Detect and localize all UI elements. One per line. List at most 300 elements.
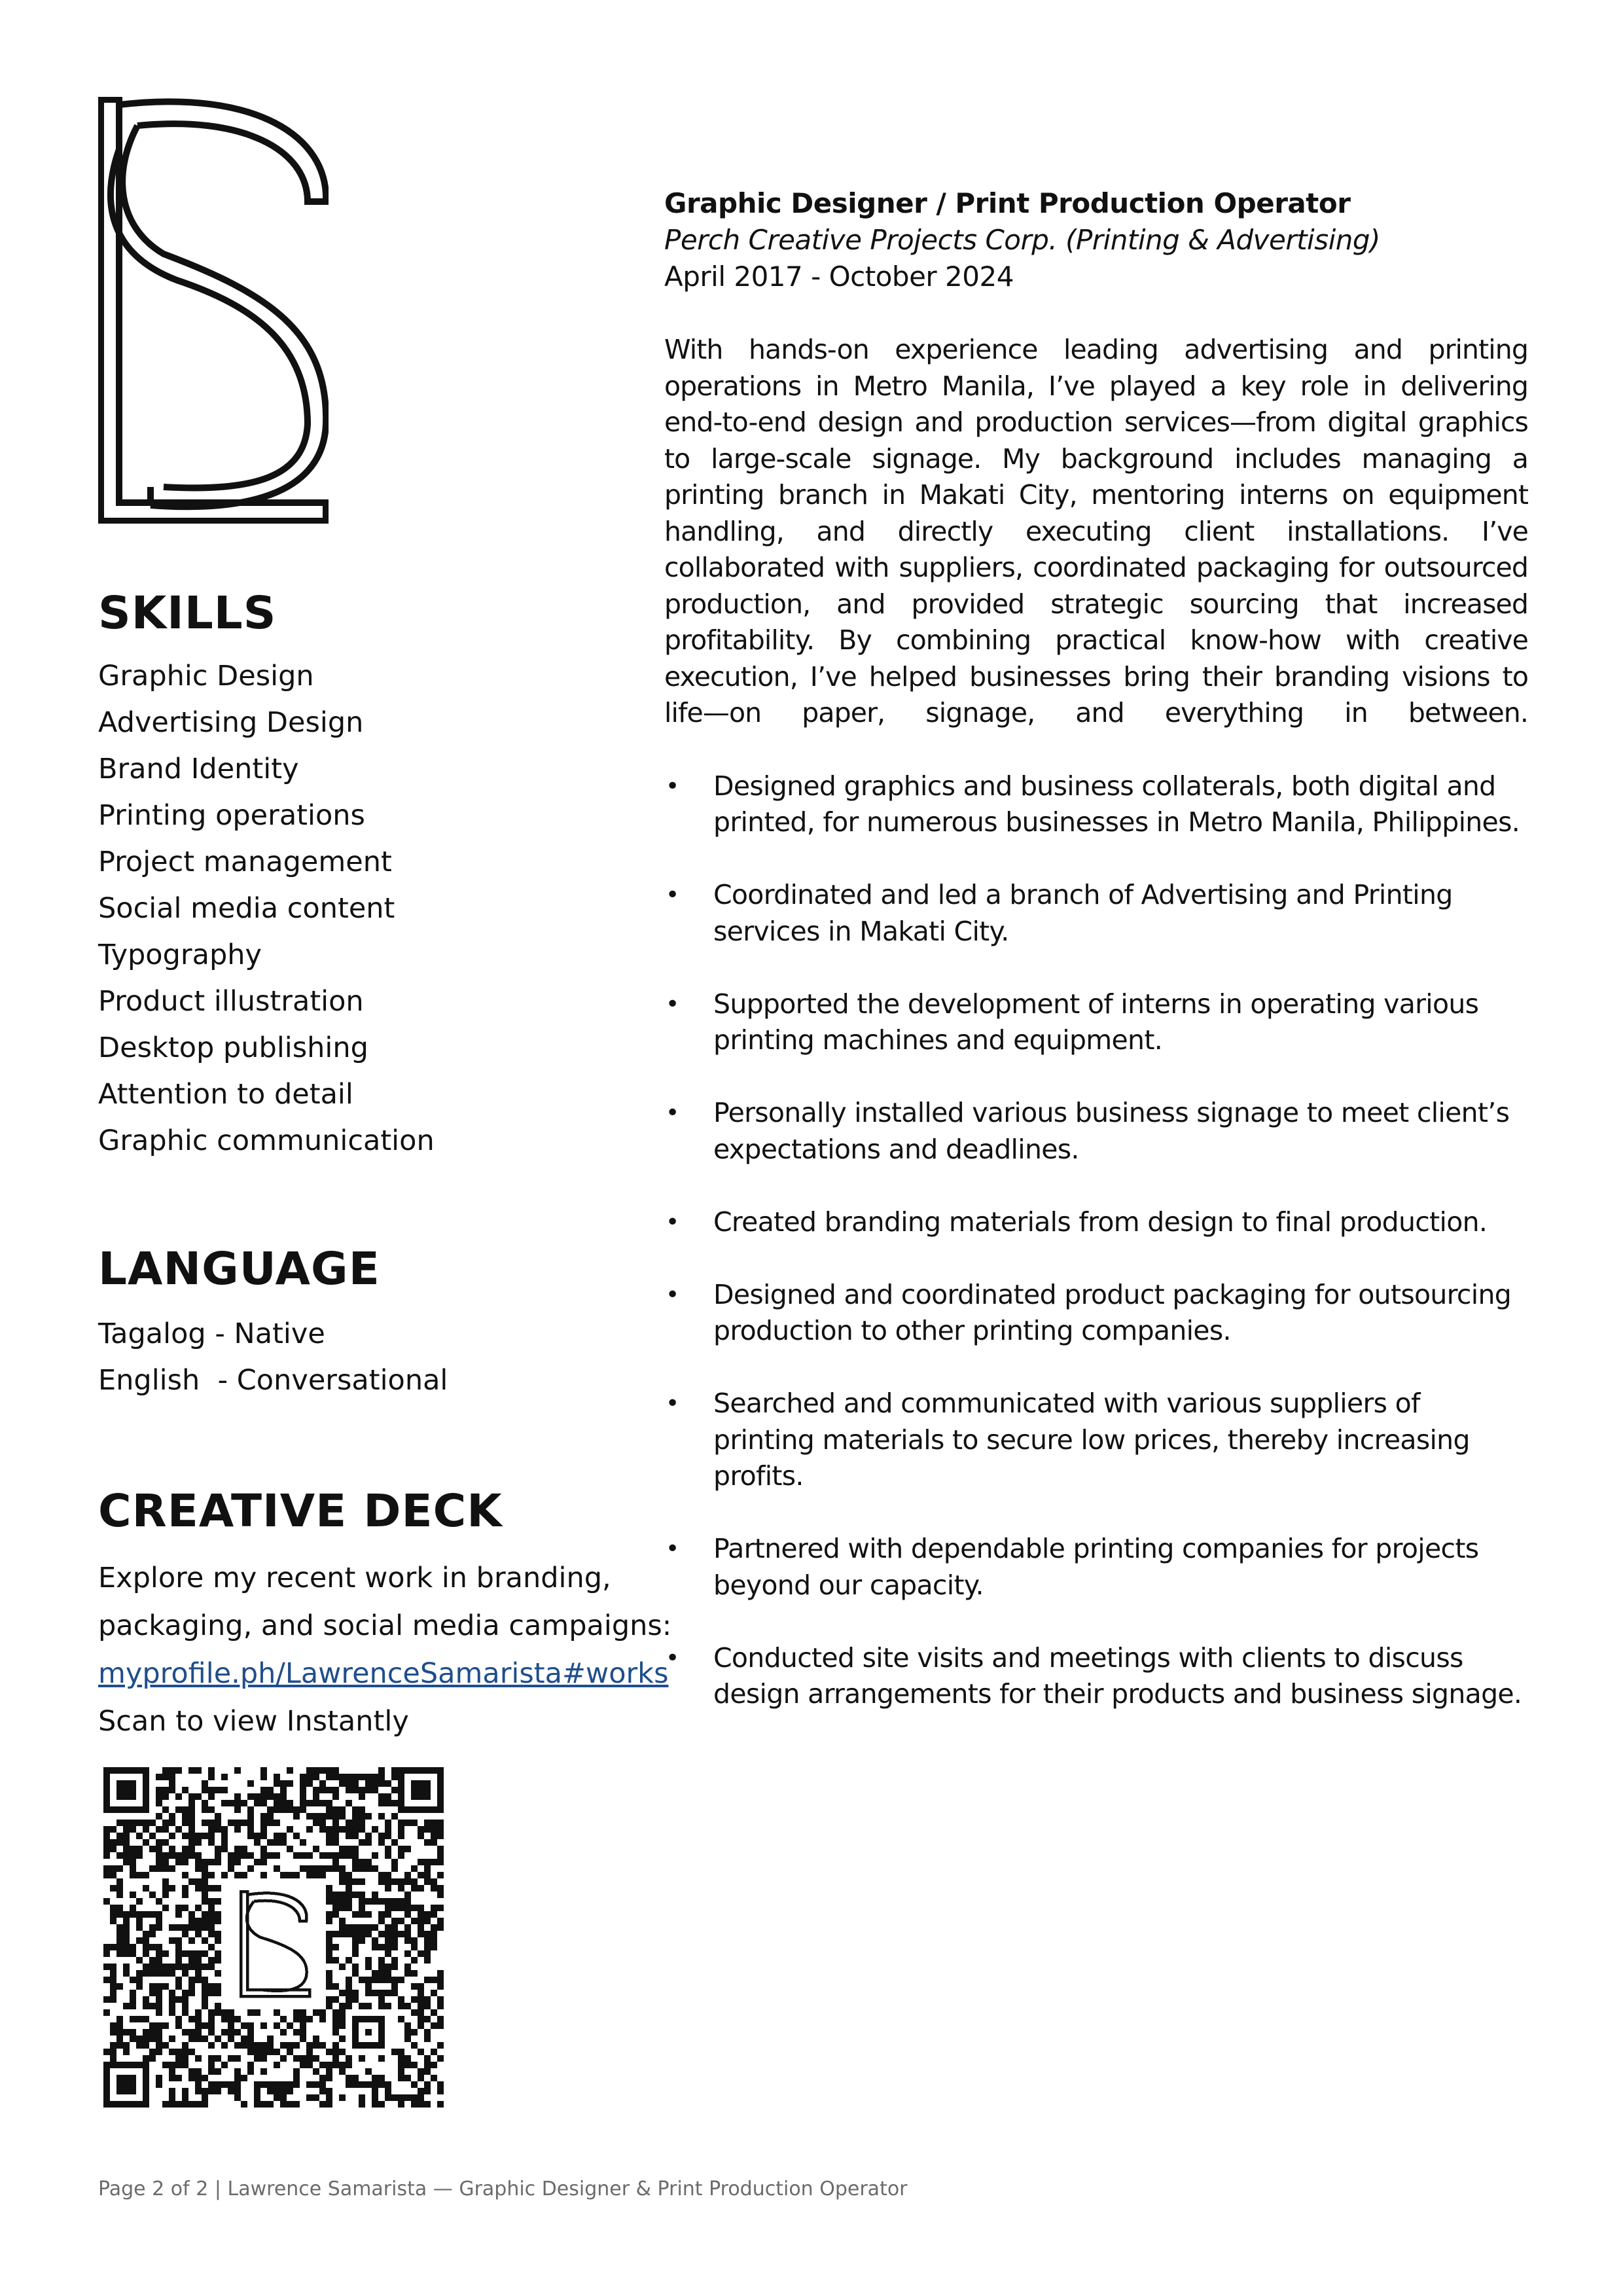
- qr-module: [437, 2088, 444, 2094]
- qr-module: [418, 2003, 424, 2009]
- qr-module: [332, 1793, 339, 1800]
- qr-module: [260, 1774, 267, 1780]
- qr-module: [418, 1990, 424, 1996]
- qr-module: [280, 2055, 287, 2062]
- qr-module: [149, 1944, 156, 1950]
- qr-module: [313, 2081, 319, 2088]
- qr-module: [359, 1806, 365, 1813]
- qr-module: [274, 1780, 280, 1787]
- qr-module: [385, 1780, 391, 1787]
- qr-module: [116, 1892, 123, 1898]
- qr-module: [103, 1964, 110, 1970]
- qr-module: [326, 1983, 332, 1990]
- qr-module: [437, 2022, 444, 2029]
- qr-module: [385, 1793, 391, 1800]
- qr-module: [326, 2075, 332, 2081]
- qr-module: [149, 2055, 156, 2062]
- qr-module: [188, 1911, 195, 1918]
- qr-module: [378, 1774, 385, 1780]
- qr-module: [431, 2049, 437, 2055]
- qr-module: [208, 1833, 215, 1839]
- qr-module: [143, 2016, 149, 2022]
- qr-module: [149, 1911, 156, 1918]
- qr-module: [188, 1937, 195, 1944]
- qr-module: [418, 2094, 424, 2101]
- qr-module: [293, 2101, 300, 2108]
- qr-module: [352, 1820, 359, 1826]
- qr-module: [123, 1931, 130, 1937]
- qr-module: [215, 1931, 221, 1937]
- qr-module: [359, 1787, 365, 1793]
- qr-module: [437, 1977, 444, 1983]
- qr-module: [208, 1859, 215, 1865]
- qr-module: [418, 1911, 424, 1918]
- qr-module: [418, 2075, 424, 2081]
- qr-module: [346, 2003, 352, 2009]
- qr-module: [188, 2101, 195, 2108]
- qr-module: [215, 1911, 221, 1918]
- qr-module: [274, 1800, 280, 1806]
- qr-module: [182, 2049, 188, 2055]
- qr-module: [437, 1826, 444, 1833]
- qr-module: [195, 1905, 202, 1911]
- qr-module: [123, 1944, 130, 1950]
- qr-module: [359, 1826, 365, 1833]
- qr-module: [306, 1780, 313, 1787]
- qr-module: [398, 2016, 404, 2022]
- qr-module: [359, 1911, 365, 1918]
- qr-module: [123, 1826, 130, 1833]
- qr-module: [202, 1977, 208, 1983]
- skill-item: Project management: [98, 846, 392, 878]
- qr-module: [234, 2042, 241, 2049]
- qr-module: [293, 2016, 300, 2022]
- qr-module: [149, 1931, 156, 1937]
- bullet-item: [664, 768, 1528, 841]
- qr-module: [156, 1787, 162, 1793]
- qr-module: [365, 1865, 372, 1872]
- qr-module: [398, 1918, 404, 1924]
- qr-module: [313, 2094, 319, 2101]
- creative-deck-line: packaging, and social media campaigns:: [98, 1609, 672, 1642]
- qr-module: [339, 1964, 346, 1970]
- qr-module: [162, 1774, 169, 1780]
- qr-module: [267, 2081, 274, 2088]
- job-company: Perch Creative Projects Corp. (Printing & Advertising): [664, 224, 1380, 256]
- qr-module: [136, 1977, 143, 1983]
- qr-module: [202, 1892, 208, 1898]
- qr-module: [300, 2022, 306, 2029]
- qr-module: [136, 1898, 143, 1905]
- qr-module: [130, 1990, 136, 1996]
- qr-module: [110, 1996, 116, 2003]
- qr-module: [247, 1865, 254, 1872]
- qr-module: [103, 1977, 110, 1983]
- qr-module: [398, 2003, 404, 2009]
- qr-module: [202, 1806, 208, 1813]
- qr-module: [267, 1820, 274, 1826]
- qr-module: [359, 1905, 365, 1911]
- qr-module: [437, 2016, 444, 2022]
- skill-item: Printing operations: [98, 799, 365, 832]
- qr-module: [143, 1950, 149, 1957]
- qr-module: [175, 1806, 182, 1813]
- qr-module: [234, 2055, 241, 2062]
- qr-module: [385, 1872, 391, 1878]
- qr-module: [313, 1800, 319, 1806]
- qr-module: [385, 2094, 391, 2101]
- qr-module: [143, 1944, 149, 1950]
- qr-module: [339, 2022, 346, 2029]
- qr-module: [228, 1865, 234, 1872]
- language-item: Tagalog - Native: [98, 1318, 325, 1350]
- qr-module: [208, 1931, 215, 1937]
- qr-module: [130, 1977, 136, 1983]
- qr-module: [418, 2068, 424, 2075]
- qr-module: [287, 1780, 293, 1787]
- qr-module: [274, 1833, 280, 1839]
- qr-module: [352, 1865, 359, 1872]
- qr-module: [287, 1826, 293, 1833]
- qr-module: [437, 1846, 444, 1852]
- qr-module: [208, 2022, 215, 2029]
- qr-module: [352, 1931, 359, 1937]
- qr-module: [274, 2022, 280, 2029]
- qr-module: [156, 1911, 162, 1918]
- qr-module: [306, 2094, 313, 2101]
- qr-module: [234, 1820, 241, 1826]
- qr-module: [156, 2042, 162, 2049]
- qr-module: [130, 2003, 136, 2009]
- qr-module: [116, 1878, 123, 1885]
- qr-module: [385, 1964, 391, 1970]
- qr-module: [352, 1911, 359, 1918]
- qr-module: [103, 1826, 110, 1833]
- qr-module: [234, 2029, 241, 2036]
- qr-module: [339, 2009, 346, 2016]
- qr-module: [431, 1937, 437, 1944]
- qr-module: [156, 1924, 162, 1931]
- bullet-dot-icon: •: [666, 1100, 679, 1126]
- qr-module: [215, 2003, 221, 2009]
- qr-module: [221, 2016, 228, 2022]
- qr-module: [346, 1780, 352, 1787]
- qr-module: [130, 1950, 136, 1957]
- qr-module: [247, 2022, 254, 2029]
- qr-module: [332, 1859, 339, 1865]
- qr-module: [241, 2036, 247, 2042]
- qr-module: [103, 1833, 110, 1839]
- skill-item: Advertising Design: [98, 706, 364, 739]
- qr-module: [260, 2068, 267, 2075]
- qr-module: [215, 1787, 221, 1793]
- qr-module: [404, 2003, 411, 2009]
- qr-module: [182, 1990, 188, 1996]
- qr-module: [365, 1833, 372, 1839]
- qr-module: [326, 1970, 332, 1977]
- qr-module: [293, 2081, 300, 2088]
- qr-module: [378, 1813, 385, 1820]
- qr-module: [182, 2055, 188, 2062]
- qr-module: [313, 1846, 319, 1852]
- qr-module: [437, 2101, 444, 2108]
- qr-module: [202, 1787, 208, 1793]
- qr-module: [228, 2081, 234, 2088]
- qr-module: [202, 2075, 208, 2081]
- qr-module: [162, 1905, 169, 1911]
- qr-module: [418, 1931, 424, 1937]
- bullet-text: Coordinated and led a branch of Advertising and Printing services in Makati City.: [713, 879, 1453, 947]
- qr-module: [110, 1865, 116, 1872]
- qr-module: [332, 1767, 339, 1774]
- qr-module: [208, 2081, 215, 2088]
- qr-module: [398, 1852, 404, 1859]
- qr-module: [372, 1977, 378, 1983]
- qr-module: [385, 1937, 391, 1944]
- qr-module: [280, 2081, 287, 2088]
- qr-module: [195, 1970, 202, 1977]
- qr-module: [319, 1852, 326, 1859]
- qr-module: [372, 2088, 378, 2094]
- language-item: English - Conversational: [98, 1364, 448, 1397]
- qr-module: [162, 1885, 169, 1892]
- qr-module: [431, 1924, 437, 1931]
- qr-module: [188, 1957, 195, 1964]
- qr-module: [208, 1918, 215, 1924]
- qr-module: [359, 1937, 365, 1944]
- qr-module: [365, 1898, 372, 1905]
- qr-module: [169, 1970, 175, 1977]
- qr-module: [162, 1964, 169, 1970]
- qr-module: [418, 1872, 424, 1878]
- qr-module: [385, 2088, 391, 2094]
- qr-module: [365, 1964, 372, 1970]
- qr-module: [254, 2049, 260, 2055]
- qr-module: [339, 1852, 346, 1859]
- qr-module: [169, 1813, 175, 1820]
- qr-module: [103, 1996, 110, 2003]
- qr-module: [162, 1983, 169, 1990]
- qr-module: [130, 1826, 136, 1833]
- qr-module: [378, 1977, 385, 1983]
- qr-module: [260, 2101, 267, 2108]
- qr-module: [260, 1826, 267, 1833]
- qr-module: [332, 1983, 339, 1990]
- qr-module: [228, 1852, 234, 1859]
- bullet-item: [664, 877, 1528, 950]
- qr-module: [188, 2068, 195, 2075]
- qr-module: [404, 1964, 411, 1970]
- qr-module: [110, 1983, 116, 1990]
- qr-module: [156, 1983, 162, 1990]
- qr-module: [162, 1793, 169, 1800]
- qr-module: [208, 1806, 215, 1813]
- qr-module: [411, 1970, 418, 1977]
- qr-module: [365, 1924, 372, 1931]
- qr-module: [280, 1833, 287, 1839]
- qr-module: [103, 1898, 110, 1905]
- qr-module: [319, 1826, 326, 1833]
- qr-module: [103, 1865, 110, 1872]
- qr-module: [110, 1911, 116, 1918]
- qr-module: [169, 1865, 175, 1872]
- qr-module: [372, 1990, 378, 1996]
- qr-module: [326, 2088, 332, 2094]
- qr-module: [352, 1878, 359, 1885]
- qr-module: [437, 1820, 444, 1826]
- qr-module: [267, 1813, 274, 1820]
- qr-module: [332, 1892, 339, 1898]
- qr-module: [352, 1950, 359, 1957]
- qr-module: [116, 1865, 123, 1872]
- qr-module: [267, 2036, 274, 2042]
- qr-module: [326, 2068, 332, 2075]
- qr-module: [411, 1885, 418, 1892]
- qr-module: [287, 1806, 293, 1813]
- qr-module: [208, 1767, 215, 1774]
- qr-module: [182, 2042, 188, 2049]
- qr-module: [280, 2042, 287, 2049]
- qr-module: [418, 1859, 424, 1865]
- qr-module: [326, 2049, 332, 2055]
- skill-item: Product illustration: [98, 985, 364, 1018]
- qr-module: [149, 1990, 156, 1996]
- bullet-text: Created branding materials from design to final production.: [713, 1206, 1488, 1238]
- qr-module: [195, 2009, 202, 2016]
- qr-module: [175, 1937, 182, 1944]
- qr-module: [221, 2029, 228, 2036]
- qr-module: [398, 1977, 404, 1983]
- qr-module: [156, 1996, 162, 2003]
- qr-module: [195, 2022, 202, 2029]
- qr-module: [202, 1950, 208, 1957]
- qr-module: [437, 2055, 444, 2062]
- qr-module: [411, 2101, 418, 2108]
- qr-module: [332, 1865, 339, 1872]
- qr-module: [326, 1800, 332, 1806]
- qr-module: [116, 2022, 123, 2029]
- qr-module: [123, 2049, 130, 2055]
- qr-module: [156, 1957, 162, 1964]
- bullet-dot-icon: •: [666, 882, 679, 908]
- qr-module: [215, 1846, 221, 1852]
- qr-module: [188, 1918, 195, 1924]
- qr-module: [103, 1950, 110, 1957]
- qr-module: [404, 1931, 411, 1937]
- qr-module: [372, 1774, 378, 1780]
- qr-module: [352, 1806, 359, 1813]
- qr-module: [103, 1872, 110, 1878]
- qr-module: [156, 1846, 162, 1852]
- qr-module: [123, 2029, 130, 2036]
- qr-module: [300, 2055, 306, 2062]
- qr-module: [411, 1918, 418, 1924]
- qr-module: [195, 2101, 202, 2108]
- qr-module: [260, 1767, 267, 1774]
- qr-module: [372, 1852, 378, 1859]
- qr-module: [313, 2042, 319, 2049]
- qr-module: [175, 1964, 182, 1970]
- qr-module: [378, 1898, 385, 1905]
- qr-module: [424, 2016, 431, 2022]
- qr-module: [267, 2049, 274, 2055]
- qr-module: [175, 1957, 182, 1964]
- qr-module: [287, 2042, 293, 2049]
- qr-module: [293, 1872, 300, 1878]
- qr-module: [234, 1793, 241, 1800]
- qr-module: [136, 1872, 143, 1878]
- qr-module: [267, 1852, 274, 1859]
- skills-list: [98, 653, 435, 1164]
- qr-module: [156, 1990, 162, 1996]
- qr-module: [293, 1852, 300, 1859]
- qr-module: [156, 1944, 162, 1950]
- qr-module: [372, 2081, 378, 2088]
- portfolio-link[interactable]: myprofile.ph/LawrenceSamarista#works: [98, 1657, 669, 1690]
- qr-module: [300, 1780, 306, 1787]
- qr-module: [221, 1839, 228, 1846]
- qr-module: [130, 1944, 136, 1950]
- qr-module: [136, 1983, 143, 1990]
- qr-module: [260, 1859, 267, 1865]
- qr-module: [274, 2009, 280, 2016]
- qr-module: [385, 2081, 391, 2088]
- qr-module: [391, 1865, 398, 1872]
- qr-module: [280, 2101, 287, 2108]
- qr-module: [215, 1970, 221, 1977]
- qr-module: [352, 1924, 359, 1931]
- qr-module: [346, 1820, 352, 1826]
- qr-module: [372, 2075, 378, 2081]
- qr-module: [188, 1820, 195, 1826]
- qr-module: [411, 1937, 418, 1944]
- job-summary: With hands-on experience leading advertising and printing operations in Metro Manila, I’ve played a key role in delivering end-to-end design and production services—from digital graphics to large-scale signage. My background includes managing a printing branch in Makati City, mentoring interns on equipment handling, and directly executing client installations. I’ve collaborated with suppliers, coordinated packaging for outsourced production, and provided strategic sourcing that increased profitability. By combining practical know-how with creative execution, I’ve helped businesses bring their branding visions to life—on paper, signage, and everything in between.: [664, 334, 1528, 728]
- qr-module: [365, 1931, 372, 1937]
- qr-module: [411, 2081, 418, 2088]
- qr-module: [149, 1865, 156, 1872]
- qr-module: [169, 1833, 175, 1839]
- qr-module: [306, 2062, 313, 2068]
- qr-module: [215, 1859, 221, 1865]
- qr-module: [385, 1905, 391, 1911]
- qr-module: [130, 2016, 136, 2022]
- qr-module: [221, 1787, 228, 1793]
- qr-module: [339, 1806, 346, 1813]
- qr-module: [431, 1944, 437, 1950]
- qr-module: [385, 1800, 391, 1806]
- qr-module: [280, 1806, 287, 1813]
- qr-module: [306, 2081, 313, 2088]
- qr-module: [378, 1911, 385, 1918]
- qr-module: [385, 1944, 391, 1950]
- qr-module: [418, 2016, 424, 2022]
- qr-module: [346, 1898, 352, 1905]
- qr-module: [188, 1800, 195, 1806]
- qr-module: [404, 2062, 411, 2068]
- qr-module: [280, 1787, 287, 1793]
- qr-module: [346, 1990, 352, 1996]
- qr-module: [228, 1820, 234, 1826]
- qr-code-icon[interactable]: [103, 1767, 444, 2108]
- qr-module: [359, 1924, 365, 1931]
- qr-module: [247, 2029, 254, 2036]
- qr-module: [175, 1950, 182, 1957]
- qr-module: [234, 1852, 241, 1859]
- qr-module: [116, 1820, 123, 1826]
- qr-module: [313, 1813, 319, 1820]
- qr-module: [195, 2081, 202, 2088]
- qr-module: [136, 1937, 143, 1944]
